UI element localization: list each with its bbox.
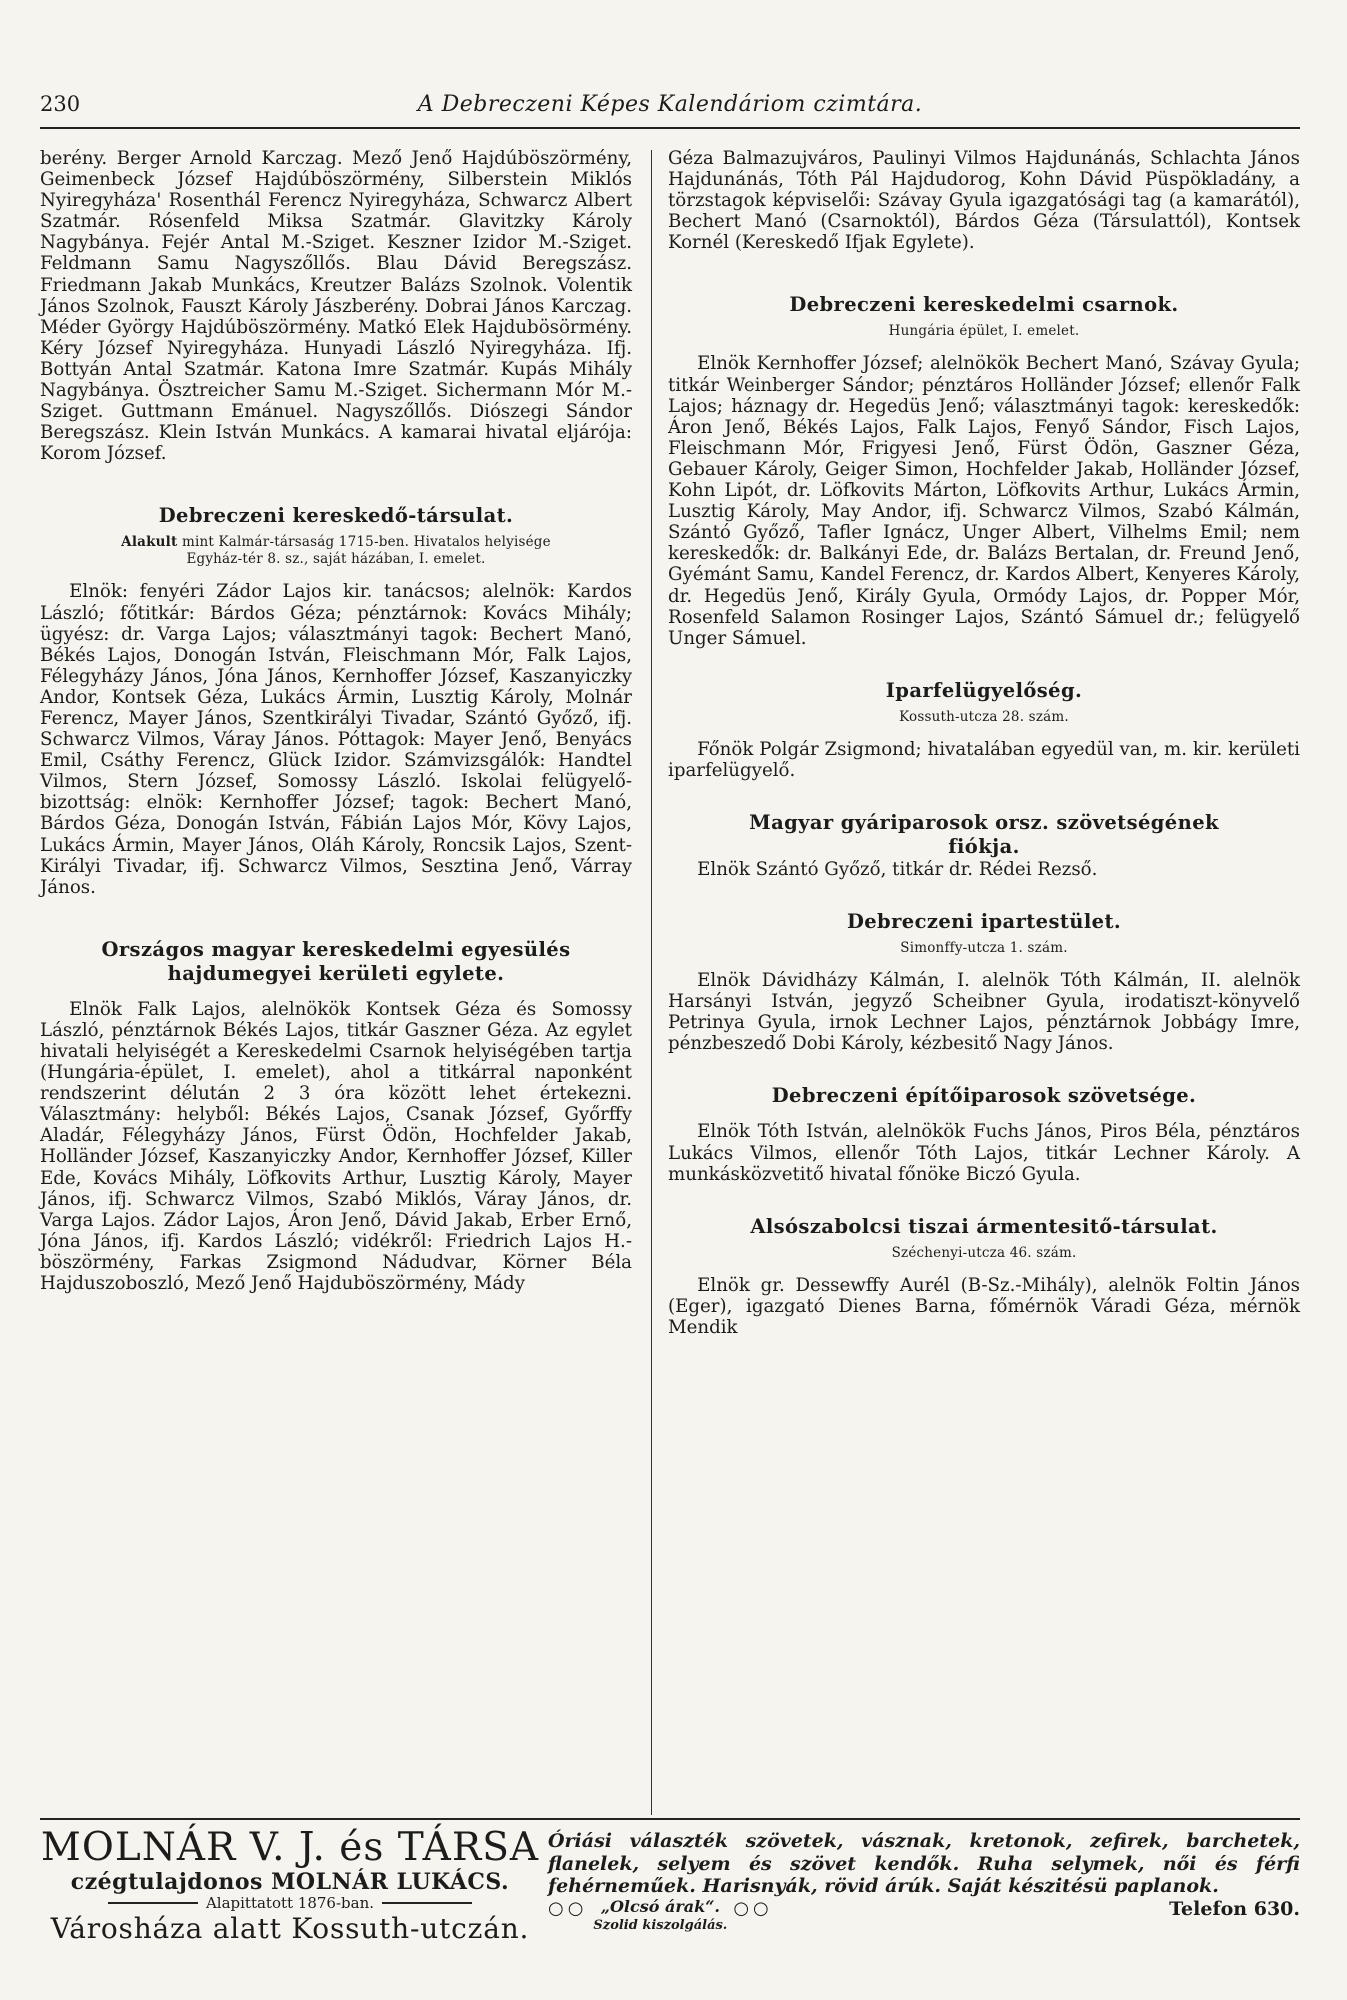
- slogan-solid-service: Szolid kiszolgálás.: [593, 1917, 728, 1933]
- slogan-cheap-prices: „Olcsó árak“.: [600, 1896, 720, 1916]
- section-title-ipartestulet: Debreczeni ipartestület.: [846, 910, 1122, 934]
- advertisement-firm: [40, 1826, 540, 1945]
- section-body-kereskedo-tarsulat: Elnök: fenyéri Zádor Lajos kir. tanácsos; alelnök: Kardos László; főtitkár: Bárdos Géza; pénztárnok: Kovács Mihály; ügyész: dr. Varga Lajos; választmányi tagok: Bechert Manó, Békés Lajos, Donogán István, Fleischmann Mór, Falk Lajos, Félegyházy János, Jóna János, Kernhoffer József, Kaszanyiczky Andor, Kontsek Géza, Lukács Ármin, Lusztig Károly, Molnár Ferencz, Mayer János, Szentkirályi Tivadar, Szántó Győző, ifj. Schwarcz Vilmos, Váray János. Póttagok: Mayer Jenő, Benyács Emil, Csáthy Ferencz, Glück Izidor. Számvizsgálók: Handtel Vilmos, Stern József, Somossy László. Iskolai felügyelő-bizottság: elnök: Kernhoffer József; tagok: Bechert Manó, Bárdos Géza, Donogán István, Fábián Lajos Mór, Kövy Lajos, Lukács Ármin, Mayer János, Oláh Károly, Roncsik Lajos, Szent-Királyi Tivadar, ifj. Schwarcz Vilmos, Sesztina Jenő, Várray János.: [40, 581, 632, 898]
- section-title-egyesules-1: Országos magyar kereskedelmi egyesülés: [101, 937, 571, 961]
- page-number: 230: [40, 92, 81, 116]
- section-body-ipartestulet: Elnök Dávidházy Kálmán, I. alelnök Tóth Kálmán, II. alelnök Harsányi István, jegyző Scheibner Gyula, irodatiszt-könyvelő Petrinya Gyula, irnok Lechner Lajos, pénztárnok Jobbágy Imre, pénzbeszedő Dobi Károly, kézbesitő Nagy János.: [668, 970, 1300, 1055]
- section-body-egyesules: Elnök Falk Lajos, alelnökök Kontsek Géza és Somossy László, pénztárnok Békés Lajos, titkár Gaszner Géza. Az egylet hivatali helyiségét a Kereskedelmi Csarnok helyiségében tartja (Hungária-épület, I. emelet), ahol a titkárral naponként rendszerint délután 2 3 óra között lehet értekezni. Választmány: helyből: Békés Lajos, Csanak József, Győrffy Aladár, Félegyházy János, Fürst Ödön, Hochfelder Jakab, Holländer József, Kaszanyiczky Andor, Kernhoffer József, Killer Ede, Kovács Mihály, Löfkovits Arthur, Lusztig Károly, Mayer János, ifj. Schwarcz Vilmos, Szabó Miklós, Váray János, dr. Varga Lajos. Zádor Lajos, Áron Jenő, Dávid Jakab, Erber Ernő, Jóna János, ifj. Kardos László; vidékről: Friedrich Lajos H.-böszörmény, Farkas Zsigmond Nádudvar, Körner Béla Hajduszoboszló, Mező Jenő Hajduböszörmény, Mády: [40, 998, 632, 1295]
- section-subtitle-ipartestulet: Simonffy-utcza 1. szám.: [900, 940, 1068, 957]
- header-rule: [40, 127, 1300, 129]
- slogan-block: [593, 1898, 727, 1934]
- firm-founded-row: [40, 1894, 540, 1912]
- section-subtitle-iparfelugyeloseg: Kossuth-utcza 28. szám.: [899, 708, 1069, 725]
- subtitle-line-2: Egyház-tér 8. sz., saját házában, I. emelet.: [186, 551, 486, 568]
- phone-number: Telefon 630.: [1169, 1897, 1300, 1920]
- decorative-circles-right: ○○: [733, 1897, 773, 1919]
- advertisement-text: [548, 1830, 1300, 1934]
- continuation-paragraph-right: Géza Balmazujváros, Paulinyi Vilmos Hajdunánás, Schlachta János Hajdunánás, Tóth Pál Hajdudorog, Kohn Dávid Püspökladány, a törzstagok képviselői: Szávay Gyula igazgatósági tag (a kamarától), Bechert Manó (Csarnoktól), Bárdos Géza (Társulattól), Kontsek Kornél (Kereskedő Ifjak Egylete).: [668, 148, 1300, 254]
- section-title-iparfelugyeloseg: Iparfelügyelőség.: [885, 678, 1083, 702]
- subtitle-line-1: mint Kalmár-társaság 1715-ben. Hivatalos helyisége: [181, 534, 551, 551]
- section-subtitle: [40, 534, 632, 551]
- section-title-armentesito: Alsószabolcsi tiszai ármentesitő-társulat.: [750, 1214, 1218, 1238]
- footer-rule: [40, 1818, 1300, 1820]
- section-title-gyariparosok-1: Magyar gyáriparosok orsz. szövetségének: [749, 810, 1219, 834]
- ad-text: Óriási választék szövetek, vásznak, kretonok, zefirek, barchetek, flanelek, selyem és szövet kendők. Ruha selymek, női és férfi fehérneműek. Harisnyák, rövid árúk. Saját készitésü paplanok.: [548, 1830, 1300, 1897]
- firm-founded: Alapittatott 1876-ban.: [205, 1894, 375, 1912]
- section-body-armentesito: Elnök gr. Dessewffy Aurél (B-Sz.-Mihály), alelnök Foltin János (Eger), igazgató Dienes Barna, főmérnök Váradi Géza, mérnök Mendik: [668, 1274, 1300, 1338]
- firm-name: MOLNÁR V. J. és TÁRSA: [40, 1825, 540, 1870]
- firm-owner: czégtulajdonos MOLNÁR LUKÁCS.: [70, 1869, 510, 1895]
- column-divider: [651, 150, 652, 1815]
- subtitle-lead: Alakult: [121, 534, 178, 551]
- firm-address: Városháza alatt Kossuth-utczán.: [50, 1912, 530, 1945]
- left-column: [40, 148, 632, 1294]
- section-subtitle-csarnok: Hungária épület, I. emelet.: [888, 323, 1080, 340]
- ad-last-row: [548, 1898, 1300, 1934]
- running-title: A Debreczeni Képes Kalendáriom czimtára.: [417, 92, 923, 117]
- founded-rule-right: [382, 1902, 472, 1904]
- page-header: [40, 92, 1300, 132]
- section-subtitle-armentesito: Széchenyi-utcza 46. szám.: [891, 1244, 1077, 1261]
- section-body-epitoiparosok: Elnök Tóth István, alelnökök Fuchs János, Piros Béla, pénztáros Lukács Vilmos, ellenőr Tóth Lajos, titkár Lechner Károly. A munkásközvetitő hivatal főnöke Biczó Gyula.: [668, 1121, 1300, 1185]
- section-body-csarnok: Elnök Kernhoffer József; alelnökök Bechert Manó, Szávay Gyula; titkár Weinberger Sándor; pénztáros Holländer József; ellenőr Falk Lajos; háznagy dr. Hegedüs Jenő; választmányi tagok: kereskedők: Áron Jenő, Békés Lajos, Falk Lajos, Fenyő Sándor, Fisch Lajos, Fleischmann Mór, Frigyesi Jenő, Fürst Ödön, Gaszner Géza, Gebauer Károly, Geiger Simon, Hochfelder Jakab, Holländer József, Kohn Lipót, dr. Löfkovits Márton, Löfkovits Arthur, Lukács Ármin, Lusztig Károly, May Andor, ifj. Schwarcz Vilmos, Szabó Kálmán, Szántó Győző, Tafler Ignácz, Unger Albert, Vilhelms Emil; nem kereskedők: dr. Balkányi Ede, dr. Balázs Bertalan, dr. Freund Jenő, Gyémánt Samu, Kandel Ferencz, dr. Kardos Albert, Kenyeres Károly, dr. Hegedüs Jenő, Király Gyula, Ormódy Lajos, dr. Popper Mór, Rosenfeld Salamon Rosinger Lajos, Szántó Sámuel dr.; felügyelő Unger Sámuel.: [668, 353, 1300, 649]
- section-title-gyariparosok-2: fiókja.: [948, 834, 1020, 858]
- section-title-epitoiparosok: Debreczeni építőiparosok szövetsége.: [771, 1084, 1197, 1108]
- continuation-paragraph: berény. Berger Arnold Karczag. Mező Jenő Hajdúböszörmény, Geimenbeck József Hajdúböszörmény, Silberstein Miklós Nyiregyháza' Rosenthál Ferencz Nyiregyháza, Schwarcz Albert Szatmár. Rósenfeld Miksa Szatmár. Glavitzky Károly Nagybánya. Fejér Antal M.-Sziget. Keszner Izidor M.-Sziget. Feldmann Samu Nagyszőllős. Blau Dávid Beregszász. Friedmann Jakab Munkács, Kreutzer Balázs Szolnok. Volentik János Szolnok, Fauszt Károly Jászberény. Dobrai János Karczag. Méder György Hajdúböszörmény. Matkó Elek Hajdubösörmény. Kéry József Nyiregyháza. Hunyadi László Nyiregyháza. Ifj. Bottyán Antal Szatmár. Katona Imre Szatmár. Kupás Mihály Nagybánya. Ösztreicher Samu M.-Sziget. Sichermann Mór M.-Sziget. Guttmann Emánuel. Nagyszőllős. Diószegi Sándor Beregszász. Klein István Munkács. A kamarai hivatal eljárója: Korom József.: [40, 148, 632, 465]
- right-column: [668, 148, 1300, 1338]
- decorative-circles-left: ○○: [548, 1897, 588, 1919]
- founded-rule-left: [108, 1902, 198, 1904]
- section-body-iparfelugyeloseg: Főnök Polgár Zsigmond; hivatalában egyedül van, m. kir. kerületi iparfelügyelő.: [668, 738, 1300, 781]
- section-body-gyariparosok: Elnök Szántó Győző, titkár dr. Rédei Rezső.: [697, 858, 1098, 880]
- ad-body: [548, 1830, 1300, 1898]
- section-title-egyesules-2: hajdumegyei kerületi egylete.: [167, 961, 505, 985]
- section-title-kereskedo-tarsulat: Debreczeni kereskedő-társulat.: [158, 504, 514, 528]
- section-title-csarnok: Debreczeni kereskedelmi csarnok.: [789, 293, 1179, 317]
